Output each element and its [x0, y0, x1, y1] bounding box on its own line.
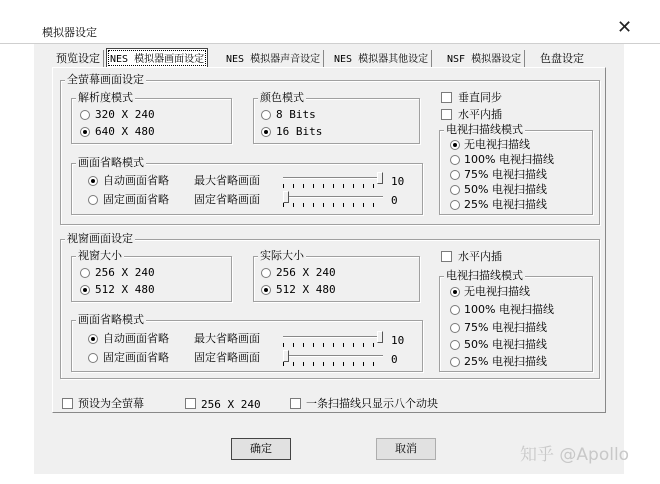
tab-nes-other[interactable]: NES 模拟器其他设定	[331, 50, 432, 68]
tab-preview[interactable]: 预览设定	[53, 50, 104, 68]
win-512-label: 512 X 480	[95, 283, 155, 296]
watermark: 知乎 @Apollo	[520, 445, 630, 465]
actual-512-label: 512 X 480	[276, 283, 336, 296]
win-frameskip-group-label: 画面省略模式	[78, 313, 144, 326]
win-scanline-100-radio[interactable]	[450, 305, 460, 315]
resolution-group-label: 解析度模式	[78, 91, 133, 104]
win-256-label: 256 X 240	[95, 266, 155, 279]
actual-size-group-label: 实际大小	[260, 249, 304, 262]
res-320-label: 320 X 240	[95, 108, 155, 121]
win-scanline-75-label: 75% 电视扫描线	[464, 321, 547, 334]
fs-scanline-50-label: 50% 电视扫描线	[464, 183, 547, 196]
default-fullscreen-label: 预设为全萤幕	[78, 397, 144, 410]
win-scanline-25-label: 25% 电视扫描线	[464, 355, 547, 368]
win-scanline-50-radio[interactable]	[450, 340, 460, 350]
win-scanline-25-radio[interactable]	[450, 357, 460, 367]
fs-scanline-none-label: 无电视扫描线	[464, 138, 530, 151]
fs-scanline-none-radio[interactable]	[450, 140, 460, 150]
windowed-group-label: 视窗画面设定	[67, 232, 133, 245]
win-scanline-none-radio[interactable]	[450, 287, 460, 297]
win-fixed-skip-radio[interactable]	[88, 353, 98, 363]
win-max-skip-slider[interactable]	[283, 331, 383, 347]
window-title: 模拟器设定	[42, 26, 97, 39]
win-scanline-100-label: 100% 电视扫描线	[464, 303, 554, 316]
color-16bit-radio[interactable]	[261, 127, 271, 137]
fs-vsync-checkbox[interactable]	[441, 92, 452, 103]
ok-button[interactable]: 确定	[231, 438, 291, 460]
fs-auto-skip-label: 自动画面省略	[103, 174, 169, 187]
fs-frameskip-group-label: 画面省略模式	[78, 156, 144, 169]
res-256-checkbox[interactable]	[185, 398, 196, 409]
cancel-button[interactable]: 取消	[376, 438, 436, 460]
tab-palette[interactable]: 色盘设定	[540, 52, 584, 65]
default-fullscreen-checkbox[interactable]	[62, 398, 73, 409]
win-fixed-skip-frames-label: 固定省略画面	[194, 351, 260, 364]
fs-scanline-25-radio[interactable]	[450, 200, 460, 210]
win-hinterp-checkbox[interactable]	[441, 251, 452, 262]
fs-frameskip-group	[71, 163, 423, 215]
fs-fixed-skip-slider[interactable]	[283, 191, 383, 207]
fs-fixed-skip-frames-label: 固定省略画面	[194, 193, 260, 206]
win-scanline-none-label: 无电视扫描线	[464, 285, 530, 298]
fs-scanline-75-label: 75% 电视扫描线	[464, 168, 547, 181]
eight-sprites-checkbox[interactable]	[290, 398, 301, 409]
fs-auto-skip-radio[interactable]	[88, 176, 98, 186]
fs-vsync-label: 垂直同步	[458, 91, 502, 104]
fs-scanline-75-radio[interactable]	[450, 170, 460, 180]
tab-nsf[interactable]: NSF 模拟器设定	[444, 50, 525, 68]
res-640-radio[interactable]	[80, 127, 90, 137]
win-fixed-skip-label: 固定画面省略	[103, 351, 169, 364]
win-scanline-75-radio[interactable]	[450, 323, 460, 333]
fs-max-skip-value: 10	[391, 175, 405, 188]
actual-256-label: 256 X 240	[276, 266, 336, 279]
actual-512-radio[interactable]	[261, 285, 271, 295]
fs-fixed-skip-radio[interactable]	[88, 195, 98, 205]
res-256-checkbox-label: 256 X 240	[201, 398, 261, 411]
win-fixed-skip-value: 0	[391, 353, 398, 366]
fs-fixed-skip-label: 固定画面省略	[103, 193, 169, 206]
eight-sprites-label: 一条扫描线只显示八个动块	[306, 397, 438, 410]
win-scanline-group-label: 电视扫描线模式	[446, 269, 523, 282]
fs-hinterp-label: 水平内插	[458, 108, 502, 121]
color-mode-group-label: 颜色模式	[260, 91, 304, 104]
color-8bit-radio[interactable]	[261, 110, 271, 120]
res-320-radio[interactable]	[80, 110, 90, 120]
fs-scanline-100-radio[interactable]	[450, 155, 460, 165]
win-256-radio[interactable]	[80, 268, 90, 278]
win-auto-skip-label: 自动画面省略	[103, 332, 169, 345]
win-scanline-50-label: 50% 电视扫描线	[464, 338, 547, 351]
win-max-skip-value: 10	[391, 334, 405, 347]
win-max-skip-label: 最大省略画面	[194, 332, 260, 345]
title-bar	[0, 0, 660, 44]
win-512-radio[interactable]	[80, 285, 90, 295]
win-fixed-skip-slider[interactable]	[283, 350, 383, 366]
fs-scanline-25-label: 25% 电视扫描线	[464, 198, 547, 211]
color-8bit-label: 8 Bits	[276, 108, 316, 121]
fs-max-skip-slider[interactable]	[283, 172, 383, 188]
fs-fixed-skip-value: 0	[391, 194, 398, 207]
fs-scanline-group-label: 电视扫描线模式	[446, 123, 523, 136]
actual-256-radio[interactable]	[261, 268, 271, 278]
color-16bit-label: 16 Bits	[276, 125, 323, 138]
tab-nes-sound[interactable]: NES 模拟器声音设定	[223, 50, 324, 68]
tab-nes-video[interactable]: NES 模拟器画面设定	[106, 48, 208, 68]
fullscreen-group-label: 全萤幕画面设定	[67, 73, 144, 86]
fs-hinterp-checkbox[interactable]	[441, 109, 452, 120]
fs-scanline-100-label: 100% 电视扫描线	[464, 153, 554, 166]
fs-max-skip-label: 最大省略画面	[194, 174, 260, 187]
fs-scanline-50-radio[interactable]	[450, 185, 460, 195]
close-icon[interactable]: ✕	[617, 17, 633, 38]
window-size-group-label: 视窗大小	[78, 249, 122, 262]
win-hinterp-label: 水平内插	[458, 250, 502, 263]
win-auto-skip-radio[interactable]	[88, 334, 98, 344]
res-640-label: 640 X 480	[95, 125, 155, 138]
